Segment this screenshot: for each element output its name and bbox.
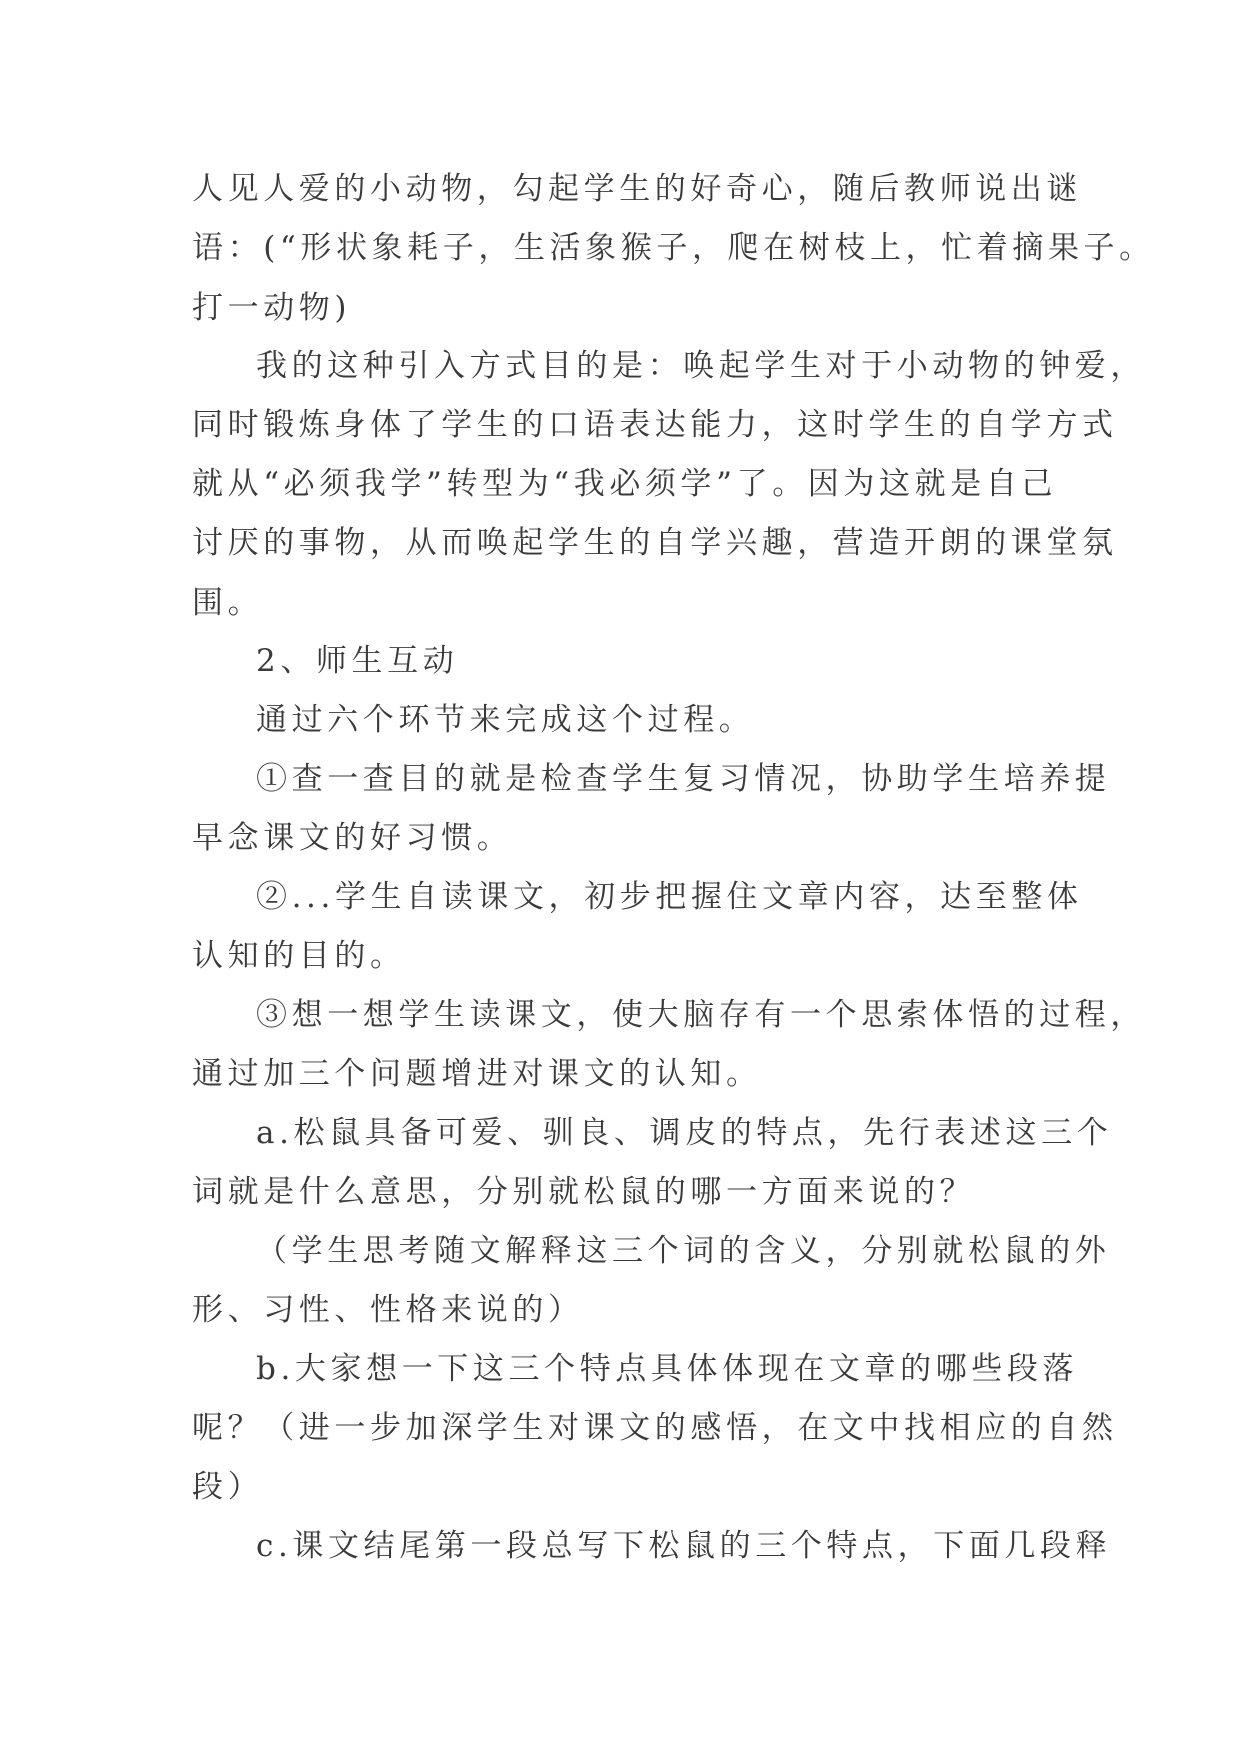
text-line: 早念课文的好习惯。 bbox=[192, 820, 513, 856]
text-line: b.大家想一下这三个特点具体体现在文章的哪些段落 bbox=[256, 1351, 1079, 1387]
text-line: ①查一查目的就是检查学生复习情况，协助学生培养提 bbox=[256, 761, 1111, 797]
text-line: c.课文结尾第一段总写下松鼠的三个特点，下面几段释 bbox=[256, 1528, 1112, 1564]
text-line: 语：(“形状象耗子，生活象猴子，爬在树枝上，忙着摘果子。 bbox=[192, 230, 1155, 266]
text-line: 词就是什么意思，分别就松鼠的哪一方面来说的？ bbox=[192, 1174, 976, 1210]
text-line: 打一动物) bbox=[192, 290, 352, 326]
text-line: （学生思考随文解释这三个词的含义，分别就松鼠的外 bbox=[256, 1233, 1111, 1269]
text-line: 呢？（进一步加深学生对课文的感悟，在文中找相应的自然 bbox=[192, 1410, 1118, 1446]
text-line: 段） bbox=[192, 1469, 264, 1505]
text-line: 我的这种引入方式目的是：唤起学生对于小动物的钟爱， bbox=[256, 348, 1146, 384]
text-line: ②...学生自读课文，初步把握住文章内容，达至整体 bbox=[256, 879, 1083, 915]
text-line: 形、习性、性格来说的） bbox=[192, 1292, 584, 1328]
text-line: 认知的目的。 bbox=[192, 938, 406, 974]
text-line: ③想一想学生读课文，使大脑存有一个思索体悟的过程， bbox=[256, 997, 1146, 1033]
text-line: 通过六个环节来完成这个过程。 bbox=[256, 702, 755, 738]
text-line: 人见人爱的小动物，勾起学生的好奇心，随后教师说出谜 bbox=[192, 171, 1082, 207]
text-line: 同时锻炼身体了学生的口语表达能力，这时学生的自学方式 bbox=[192, 407, 1118, 443]
text-line: 就从“必须我学”转型为“我必须学”了。因为这就是自己 bbox=[192, 466, 1057, 502]
text-line: 围。 bbox=[192, 585, 264, 621]
text-line: 讨厌的事物，从而唤起学生的自学兴趣，营造开朗的课堂氛 bbox=[192, 525, 1118, 561]
text-line: a.松鼠具备可爱、驯良、调皮的特点，先行表述这三个 bbox=[256, 1115, 1113, 1151]
section-heading: 2、师生互动 bbox=[256, 643, 459, 679]
text-line: 通过加三个问题增进对课文的认知。 bbox=[192, 1056, 762, 1092]
